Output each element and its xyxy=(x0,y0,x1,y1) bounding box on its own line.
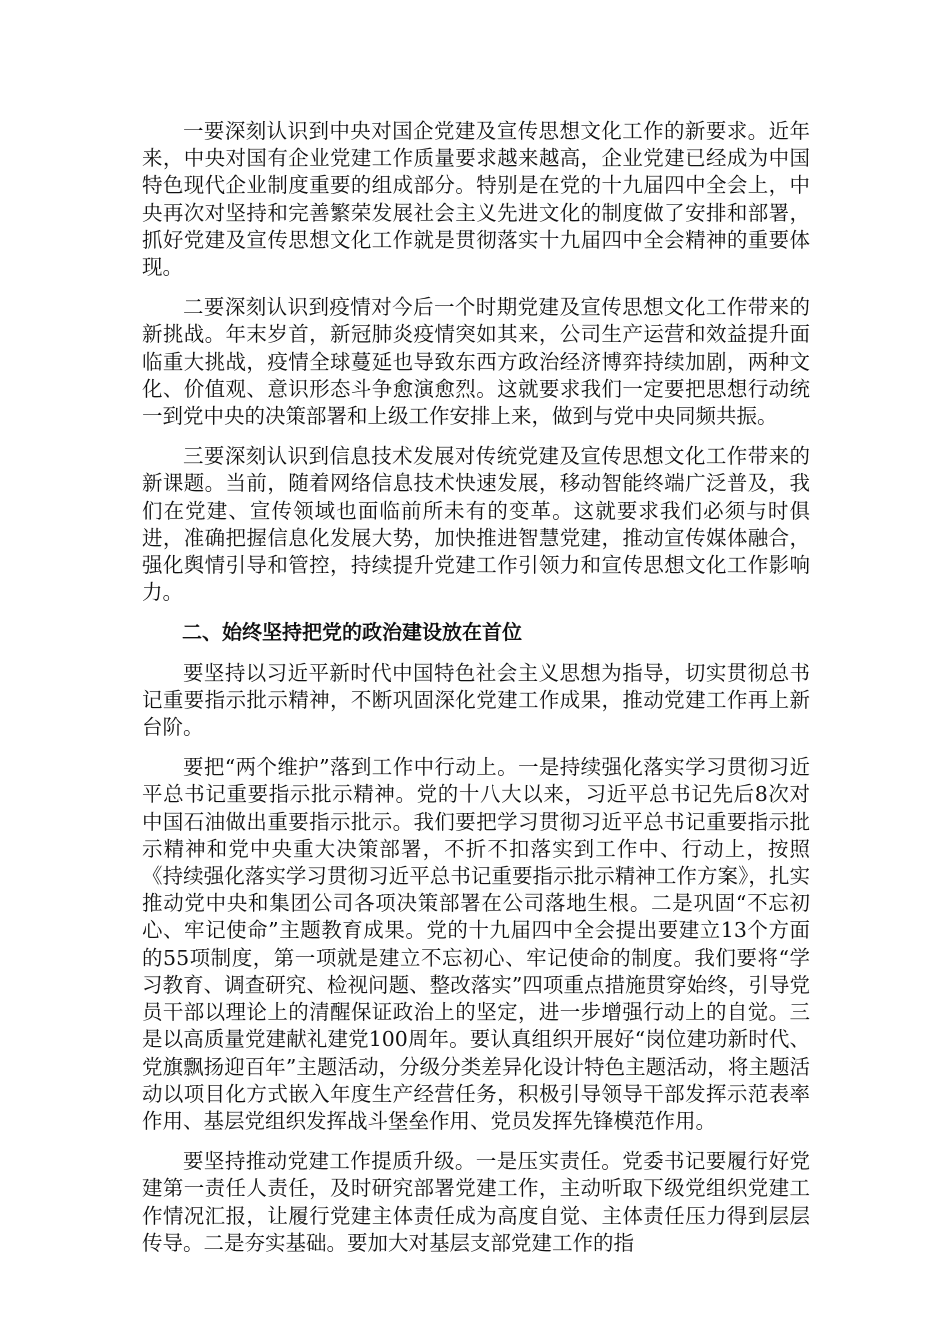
document-body xyxy=(142,118,810,1270)
paragraph-requirement-2: 二要深刻认识到疫情对今后一个时期党建及宣传思想文化工作带来的新挑战。年末岁首，新冠肺炎疫情突如其来，公司生产运营和效益提升面临重大挑战，疫情全球蔓延也导致东西方政治经济博弈持续加剧，两种文化、价值观、意识形态斗争愈演愈烈。这就要求我们一定要把思想行动统一到党中央的决策部署和上级工作安排上来，做到与党中央同频共振。 xyxy=(142,295,810,429)
paragraph-requirement-1: 一要深刻认识到中央对国企党建及宣传思想文化工作的新要求。近年来，中央对国有企业党建工作质量要求越来越高，企业党建已经成为中国特色现代企业制度重要的组成部分。特别是在党的十九届四中全会上，中央再次对坚持和完善繁荣发展社会主义先进文化的制度做了安排和部署，抓好党建及宣传思想文化工作就是贯彻落实十九届四中全会精神的重要体现。 xyxy=(142,119,810,280)
paragraph-two-safeguards: 要把“两个维护”落到工作中行动上。一是持续强化落实学习贯彻习近平总书记重要指示批示精神。党的十八大以来，习近平总书记先后8次对中国石油做出重要指示批示。我们要把学习贯彻习近平总书记重要指示批示精神和党中央重大决策部署，不折不扣落实到工作中、行动上，按照《持续强化落实学习贯彻习近平总书记重要指示批示精神工作方案》，扎实推动党中央和集团公司各项决策部署在公司落地生根。二是巩固“不忘初心、牢记使命”主题教育成果。党的十九届四中全会提出要建立13个方面的55项制度，第一项就是建立不忘初心、牢记使命的制度。我们要将“学习教育、调查研究、检视问题、整改落实”四项重点措施贯穿始终，引导党员干部以理论上的清醒保证政治上的坚定，进一步增强行动上的自觉。三是以高质量党建献礼建党100周年。要认真组织开展好“岗位建功新时代、党旗飘扬迎百年”主题活动，分级分类差异化设计特色主题活动，将主题活动以项目化方式嵌入年度生产经营任务，积极引导领导干部发挥示范表率作用、基层党组织发挥战斗堡垒作用、党员发挥先锋模范作用。 xyxy=(142,755,810,1133)
paragraph-guidance: 要坚持以习近平新时代中国特色社会主义思想为指导，切实贯彻总书记重要指示批示精神，不断巩固深化党建工作成果，推动党建工作再上新台阶。 xyxy=(142,660,810,740)
paragraph-quality-upgrade: 要坚持推动党建工作提质升级。一是压实责任。党委书记要履行好党建第一责任人责任，及时研究部署党建工作，主动听取下级党组织党建工作情况汇报，让履行党建主体责任成为高度自觉、主体责任压力得到层层传导。二是夯实基础。要加大对基层支部党建工作的指 xyxy=(142,1149,810,1255)
section-heading: 二、始终坚持把党的政治建设放在首位 xyxy=(182,620,522,645)
paragraph-requirement-3: 三要深刻认识到信息技术发展对传统党建及宣传思想文化工作带来的新课题。当前，随着网络信息技术快速发展，移动智能终端广泛普及，我们在党建、宣传领域也面临前所未有的变革。这就要求我们必须与时俱进，准确把握信息化发展大势，加快推进智慧党建，推动宣传媒体融合，强化舆情引导和管控，持续提升党建工作引领力和宣传思想文化工作影响力。 xyxy=(142,444,810,605)
